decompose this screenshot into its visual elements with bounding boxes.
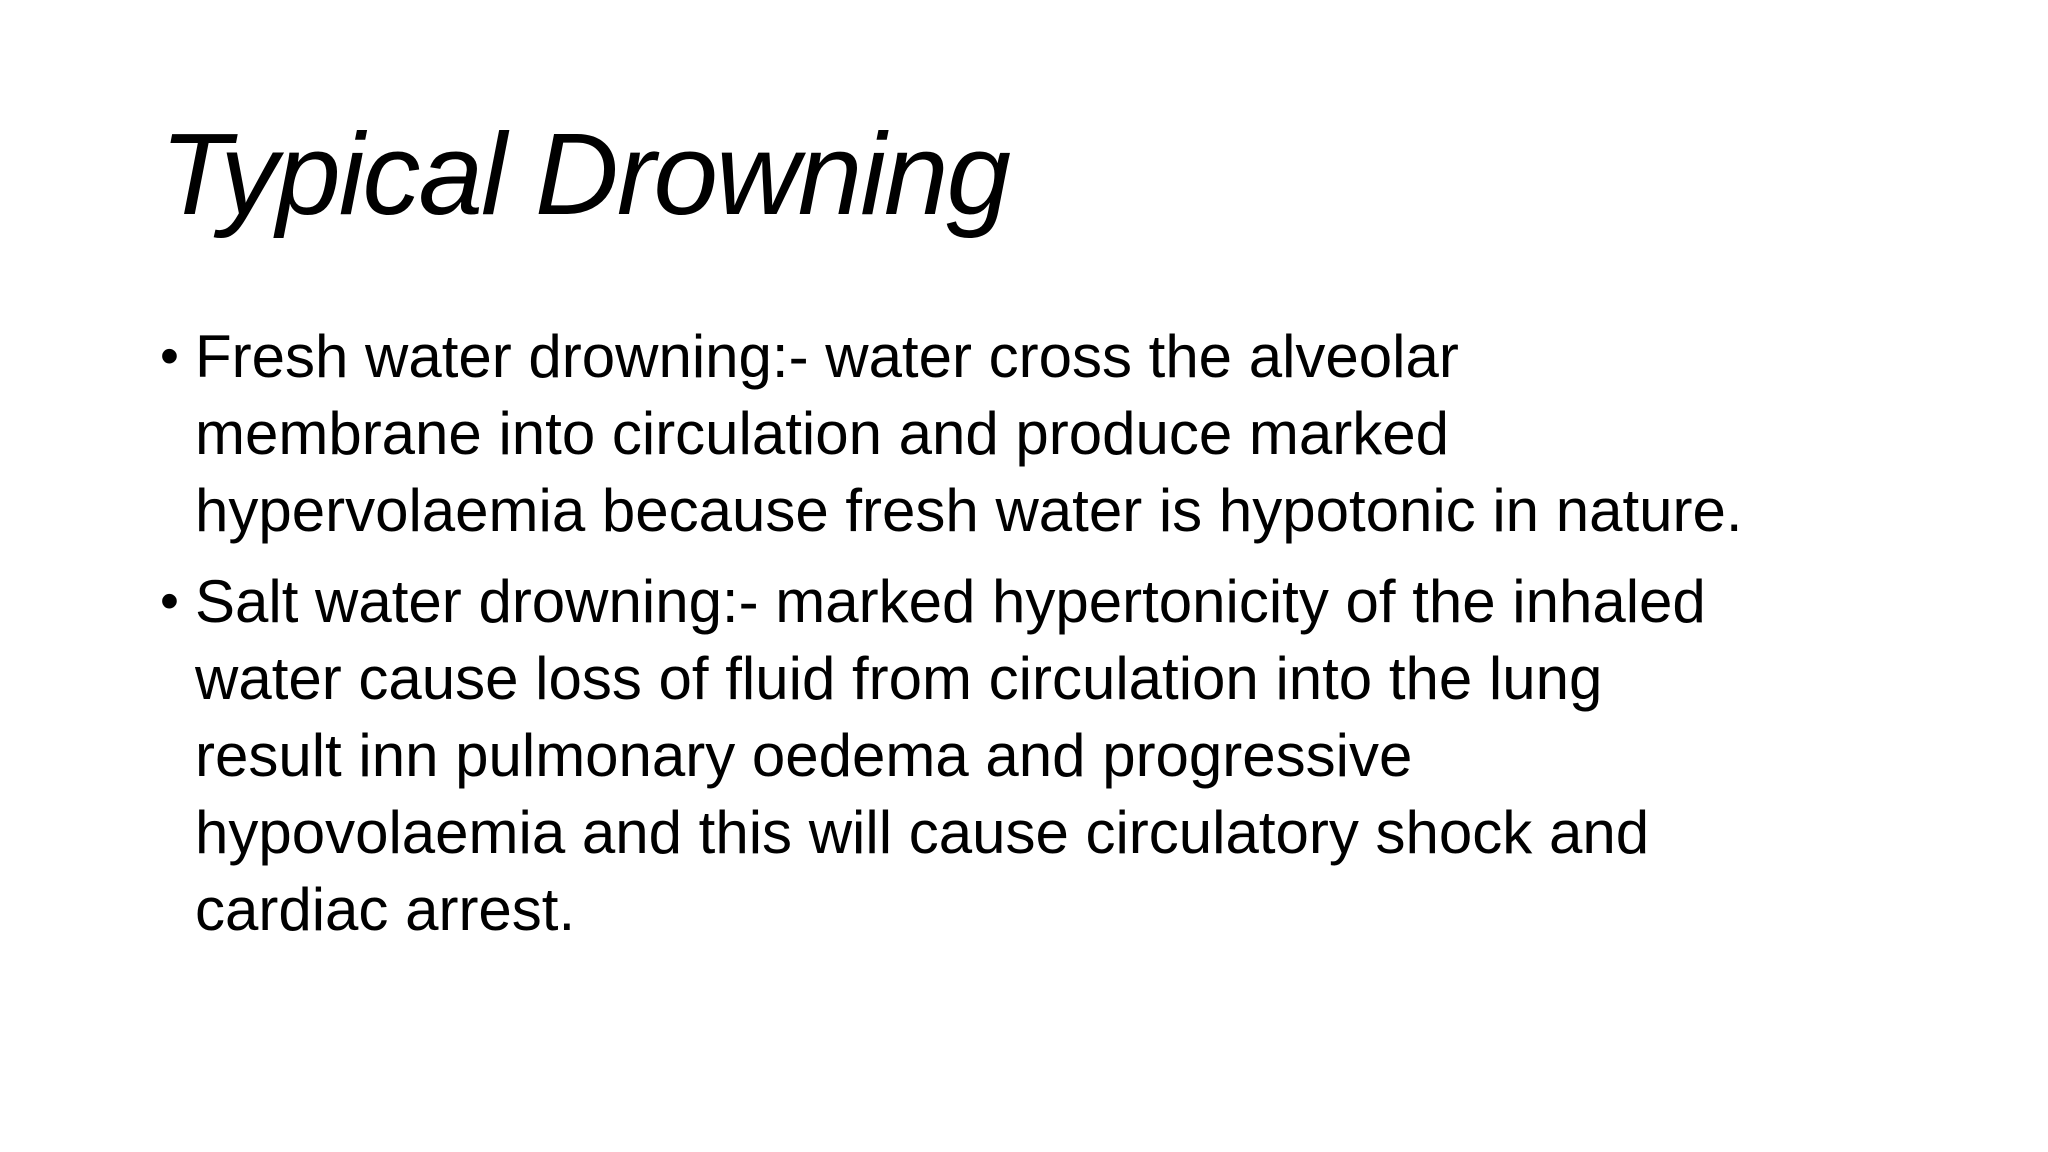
bullet-item-salt-water [160,563,1920,948]
bullet-line: Fresh water drowning:- water cross the alveolar [195,323,1459,390]
bullet-line: cardiac arrest. [195,876,576,943]
bullet-item-fresh-water [160,318,1920,549]
bullet-dot: • [160,326,179,386]
bullet-line: hypovolaemia and this will cause circulatory shock and [195,799,1650,866]
slide-title: Typical Drowning [160,109,1010,239]
bullet-list [160,318,1920,962]
bullet-dot: • [160,571,179,631]
bullet-line: hypervolaemia because fresh water is hypotonic in nature. [195,477,1743,544]
bullet-line: Salt water drowning:- marked hypertonicity of the inhaled [195,568,1706,635]
bullet-line: membrane into circulation and produce marked [195,400,1449,467]
bullet-line: water cause loss of fluid from circulation into the lung [195,645,1603,712]
bullet-line: result inn pulmonary oedema and progressive [195,722,1413,789]
